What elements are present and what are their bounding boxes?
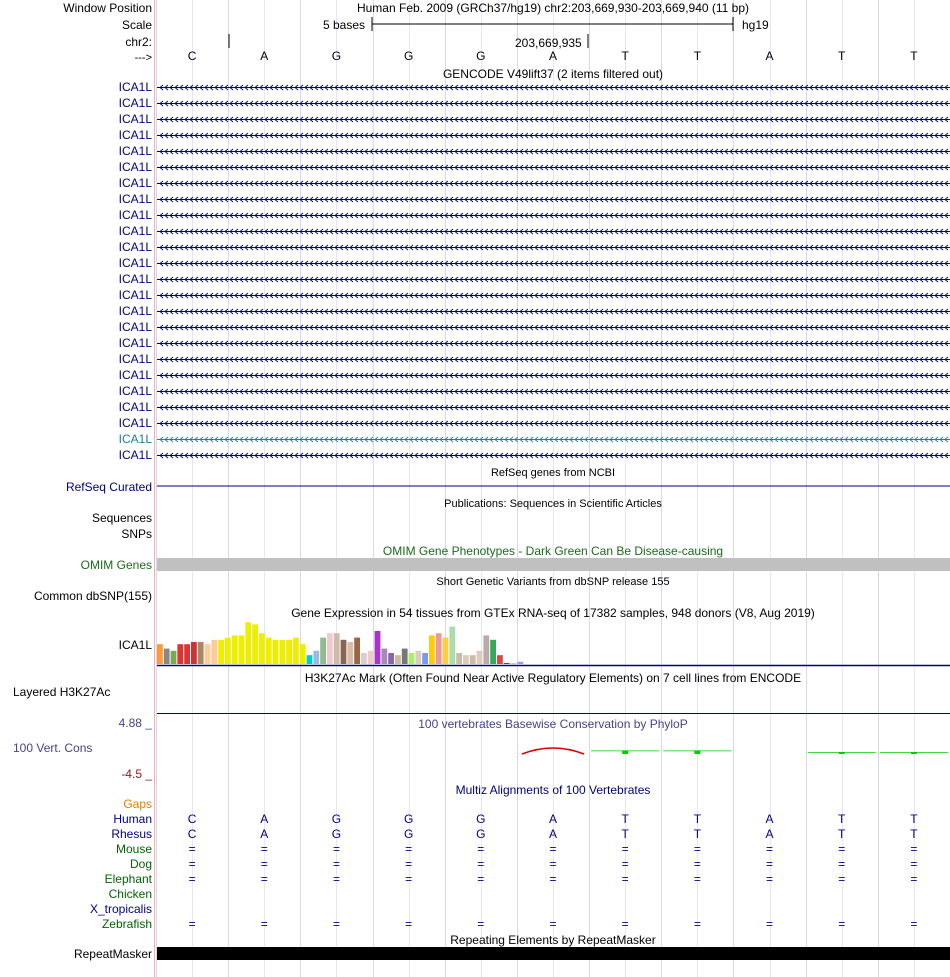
- scale-text: 5 bases: [323, 18, 366, 32]
- alignment-cell: =: [549, 857, 557, 871]
- alignment-cell: T: [838, 827, 846, 841]
- alignment-cell: =: [910, 842, 918, 856]
- alignment-cell: =: [693, 857, 701, 871]
- species-label: Chicken: [108, 887, 152, 901]
- h3k27ac-track-title[interactable]: H3K27Ac Mark (Often Found Near Active Regulatory Elements) on 7 cell lines from ENCODE: [304, 671, 802, 685]
- alignment-cell: =: [188, 857, 196, 871]
- gencode-item-label[interactable]: ICA1L: [118, 96, 152, 110]
- refseq-track-title[interactable]: RefSeq genes from NCBI: [490, 467, 616, 479]
- multiz-track-title[interactable]: Multiz Alignments of 100 Vertebrates: [455, 783, 651, 797]
- alignment-cell: =: [477, 917, 485, 931]
- alignment-cell: T: [910, 812, 918, 826]
- gencode-item-label[interactable]: ICA1L: [118, 128, 152, 142]
- db-text: hg19: [742, 18, 769, 32]
- alignment-cell: =: [332, 872, 340, 886]
- gencode-item-label[interactable]: ICA1L: [118, 400, 152, 414]
- alignment-cell: =: [332, 857, 340, 871]
- gencode-item-label[interactable]: ICA1L: [118, 224, 152, 238]
- alignment-cell: =: [838, 872, 846, 886]
- omim-track-title[interactable]: OMIM Gene Phenotypes - Dark Green Can Be Disease-causing: [382, 544, 724, 558]
- alignment-cell: T: [693, 827, 702, 841]
- base-letter: A: [765, 49, 774, 63]
- alignment-cell: =: [910, 872, 918, 886]
- base-letter: T: [621, 49, 629, 63]
- species-label: Rhesus: [111, 827, 152, 841]
- alignment-cell: =: [693, 872, 701, 886]
- alignment-cell: T: [621, 827, 629, 841]
- position-coordinate: 203,669,935: [515, 36, 582, 50]
- base-letter: C: [187, 49, 197, 63]
- gencode-item-label[interactable]: ICA1L: [118, 288, 152, 302]
- publications-track-title[interactable]: Publications: Sequences in Scientific Articles: [444, 498, 662, 510]
- alignment-cell: =: [766, 872, 774, 886]
- alignment-cell: =: [838, 917, 846, 931]
- gencode-item-label[interactable]: ICA1L: [118, 448, 152, 462]
- species-label: Elephant: [104, 872, 152, 886]
- alignment-cell: A: [548, 812, 557, 826]
- alignment-cell: =: [621, 917, 629, 931]
- dbsnp-track-title[interactable]: Short Genetic Variants from dbSNP release 155: [436, 576, 670, 588]
- alignment-cell: =: [910, 917, 918, 931]
- gencode-item-label[interactable]: ICA1L: [118, 416, 152, 430]
- alignment-cell: =: [838, 842, 846, 856]
- gencode-item-label[interactable]: ICA1L: [118, 80, 152, 94]
- strand-label: --->: [134, 52, 152, 64]
- alignment-cell: T: [621, 812, 629, 826]
- phylop-ymin: -4.5 _: [121, 767, 152, 781]
- gencode-item-label[interactable]: ICA1L: [118, 432, 152, 446]
- chrom-label: chr2:: [125, 35, 152, 49]
- alignment-cell: =: [621, 842, 629, 856]
- alignment-cell: =: [188, 842, 196, 856]
- species-label: Zebrafish: [101, 917, 152, 931]
- gtex-track-title[interactable]: Gene Expression in 54 tissues from GTEx RNA-seq of 17382 samples, 948 donors (V8, Aug 2019): [291, 606, 815, 620]
- gencode-item-label[interactable]: ICA1L: [118, 160, 152, 174]
- phylop-negative-score: [522, 748, 584, 754]
- refseq-label[interactable]: RefSeq Curated: [65, 480, 152, 494]
- dbsnp-label[interactable]: Common dbSNP(155): [33, 589, 152, 603]
- gencode-item-label[interactable]: ICA1L: [118, 352, 152, 366]
- phylop-label[interactable]: 100 Vert. Cons: [13, 741, 93, 755]
- alignment-cell: A: [260, 812, 269, 826]
- alignment-cell: =: [477, 842, 485, 856]
- alignment-cell: =: [693, 842, 701, 856]
- gencode-item-label[interactable]: ICA1L: [118, 320, 152, 334]
- gencode-item-label[interactable]: ICA1L: [118, 336, 152, 350]
- alignment-cell: =: [260, 917, 268, 931]
- alignment-cell: =: [693, 917, 701, 931]
- sequences-label[interactable]: Sequences: [91, 511, 152, 525]
- alignment-cell: =: [838, 857, 846, 871]
- alignment-cell: G: [403, 827, 414, 841]
- alignment-cell: =: [332, 917, 340, 931]
- alignment-cell: =: [188, 917, 196, 931]
- gencode-item-label[interactable]: ICA1L: [118, 240, 152, 254]
- alignment-cell: A: [260, 827, 269, 841]
- alignment-cell: =: [405, 872, 413, 886]
- base-letter: G: [331, 49, 342, 63]
- base-letter: G: [403, 49, 414, 63]
- gencode-item-label[interactable]: ICA1L: [118, 256, 152, 270]
- alignment-cell: =: [766, 842, 774, 856]
- gencode-item-label[interactable]: ICA1L: [118, 368, 152, 382]
- alignment-cell: T: [693, 812, 702, 826]
- alignment-cell: A: [765, 827, 774, 841]
- repeatmasker-track-title[interactable]: Repeating Elements by RepeatMasker: [450, 933, 656, 947]
- alignment-cell: =: [260, 857, 268, 871]
- alignment-cell: =: [260, 872, 268, 886]
- alignment-cell: =: [549, 917, 557, 931]
- alignment-cell: A: [765, 812, 774, 826]
- gencode-item-label[interactable]: ICA1L: [118, 112, 152, 126]
- alignment-cell: G: [331, 827, 342, 841]
- gaps-label: Gaps: [123, 797, 152, 811]
- gencode-item-label[interactable]: ICA1L: [118, 176, 152, 190]
- alignment-cell: =: [405, 917, 413, 931]
- alignment-cell: =: [477, 857, 485, 871]
- alignment-cell: =: [477, 872, 485, 886]
- alignment-cell: =: [621, 872, 629, 886]
- alignment-cell: =: [910, 857, 918, 871]
- phylop-track-title[interactable]: 100 vertebrates Basewise Conservation by PhyloP: [418, 717, 688, 731]
- alignment-cell: C: [187, 812, 197, 826]
- snps-label[interactable]: SNPs: [121, 527, 152, 541]
- scale-label: Scale: [121, 18, 152, 32]
- alignment-cell: =: [405, 857, 413, 871]
- base-letter: A: [548, 49, 557, 63]
- alignment-cell: C: [187, 827, 197, 841]
- alignment-cell: =: [405, 842, 413, 856]
- alignment-cell: =: [188, 872, 196, 886]
- species-label: Mouse: [115, 842, 152, 856]
- alignment-cell: =: [549, 872, 557, 886]
- gencode-track-title[interactable]: GENCODE V49lift37 (2 items filtered out): [442, 67, 664, 81]
- gencode-item-label[interactable]: ICA1L: [118, 304, 152, 318]
- gtex-gene-label[interactable]: ICA1L: [118, 638, 152, 652]
- alignment-cell: G: [476, 827, 486, 841]
- gencode-item-label[interactable]: ICA1L: [118, 192, 152, 206]
- omim-label[interactable]: OMIM Genes: [80, 558, 152, 572]
- alignment-cell: =: [766, 857, 774, 871]
- gencode-item-label[interactable]: ICA1L: [118, 272, 152, 286]
- assembly-position-text[interactable]: Human Feb. 2009 (GRCh37/hg19) chr2:203,669,930-203,669,940 (11 bp): [356, 1, 750, 15]
- repeatmasker-feature-bar[interactable]: [157, 947, 950, 960]
- alignment-cell: G: [403, 812, 414, 826]
- h3k27ac-label[interactable]: Layered H3K27Ac: [13, 685, 111, 699]
- base-letter: G: [476, 49, 486, 63]
- base-letter: T: [838, 49, 846, 63]
- alignment-cell: =: [260, 842, 268, 856]
- alignment-cell: =: [766, 917, 774, 931]
- alignment-cell: G: [476, 812, 486, 826]
- alignment-cell: =: [549, 842, 557, 856]
- window-position-label: Window Position: [63, 1, 152, 15]
- base-letter: T: [693, 49, 702, 63]
- base-letter: A: [260, 49, 269, 63]
- base-letter: T: [910, 49, 918, 63]
- species-label: Dog: [129, 857, 152, 871]
- species-label: X_tropicalis: [89, 902, 152, 916]
- alignment-cell: =: [621, 857, 629, 871]
- alignment-cell: =: [332, 842, 340, 856]
- phylop-ymax: 4.88 _: [118, 716, 152, 730]
- alignment-cell: G: [331, 812, 342, 826]
- alignment-cell: T: [838, 812, 846, 826]
- alignment-cell: A: [548, 827, 557, 841]
- repeatmasker-label[interactable]: RepeatMasker: [73, 947, 152, 961]
- alignment-cell: T: [910, 827, 918, 841]
- gencode-item-label[interactable]: ICA1L: [118, 208, 152, 222]
- gencode-item-label[interactable]: ICA1L: [118, 144, 152, 158]
- species-label: Human: [113, 812, 152, 826]
- gencode-item-label[interactable]: ICA1L: [118, 384, 152, 398]
